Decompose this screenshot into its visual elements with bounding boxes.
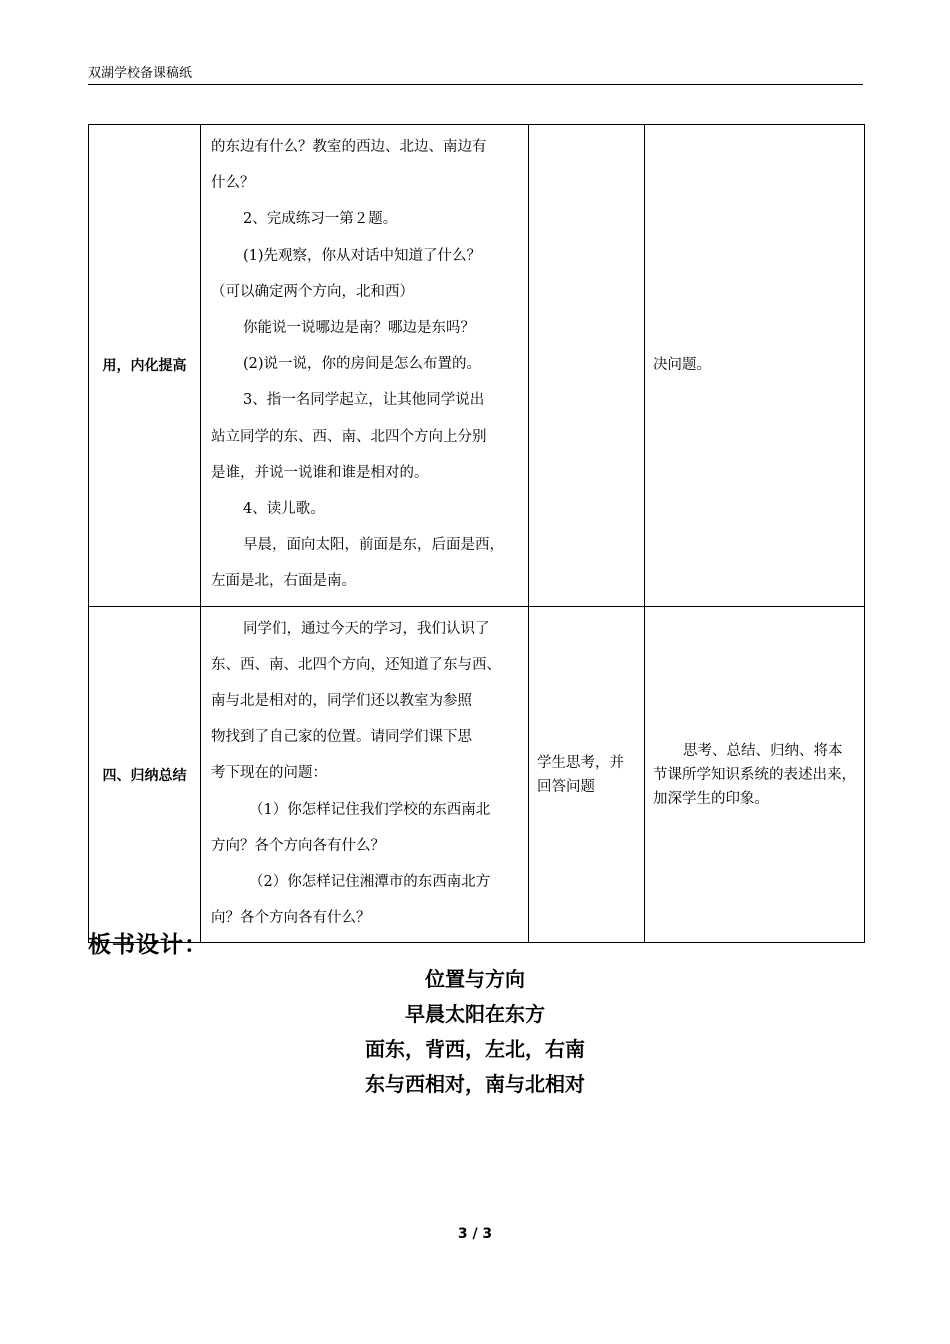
content-line: 物找到了自己家的位置。请同学们课下思 — [211, 729, 472, 746]
content-line: 你能说一说哪边是南？哪边是东吗？ — [243, 320, 475, 337]
content-line: (1)先观察，你从对话中知道了什么？ — [243, 247, 482, 264]
page-number: 3 / 3 — [457, 1226, 493, 1242]
content-line: 是谁，并说一说谁和谁是相对的。 — [211, 464, 429, 481]
content-line: 早晨，面向太阳，前面是东，后面是西， — [243, 537, 504, 554]
content-line: 向？各个方向各有什么？ — [211, 910, 371, 927]
content-line: 3、指一名同学起立，让其他同学说出 — [243, 392, 485, 409]
content-line: （2）你怎样记住湘潭市的东西南北方 — [249, 874, 491, 891]
content-cell — [201, 606, 529, 943]
board-line: 位置与方向 — [425, 967, 525, 991]
board-design-content — [0, 962, 950, 1102]
table-row — [89, 125, 865, 607]
page-header — [88, 66, 863, 85]
board-line: 早晨太阳在东方 — [405, 1002, 545, 1026]
content-line: 2、完成练习一第２题。 — [243, 211, 398, 228]
lesson-plan-table — [88, 124, 865, 943]
header-title: 双湖学校备课稿纸 — [88, 66, 193, 81]
design-intent-cell: 决问题。 — [645, 125, 865, 607]
student-activity-cell: 学生思考，并回答问题 — [529, 606, 645, 943]
design-intent-cell: 思考、总结、归纳、将本节课所学知识系统的表述出来，加深学生的印象。 — [645, 606, 865, 943]
content-line: （可以确定两个方向，北和西） — [211, 283, 414, 300]
board-design-title: 板书设计： — [88, 932, 208, 958]
content-line: 4、读儿歌。 — [243, 501, 325, 518]
content-line: 南与北是相对的，同学们还以教室为参照 — [211, 693, 472, 710]
table-row — [89, 606, 865, 943]
content-line: 东、西、南、北四个方向，还知道了东与西、 — [211, 656, 501, 673]
content-line: 什么？ — [211, 175, 255, 192]
content-line: 的东边有什么？教室的西边、北边、南边有 — [211, 139, 487, 155]
content-line: 考下现在的问题： — [211, 765, 327, 782]
stage-cell: 用，内化提高 — [89, 125, 201, 607]
student-activity-cell — [529, 125, 645, 607]
board-line: 东与西相对，南与北相对 — [365, 1072, 585, 1096]
content-line: （1）你怎样记住我们学校的东西南北 — [249, 801, 491, 818]
stage-cell: 四、归纳总结 — [89, 606, 201, 943]
content-cell — [201, 125, 529, 607]
content-line: 站立同学的东、西、南、北四个方向上分别 — [211, 428, 487, 445]
content-line: 方向？各个方向各有什么？ — [211, 837, 385, 854]
content-line: (2)说一说，你的房间是怎么布置的。 — [243, 356, 482, 373]
content-line: 左面是北，右面是南。 — [211, 573, 356, 590]
board-line: 面东，背西，左北，右南 — [365, 1037, 585, 1061]
content-line: 同学们，通过今天的学习，我们认识了 — [243, 620, 490, 637]
